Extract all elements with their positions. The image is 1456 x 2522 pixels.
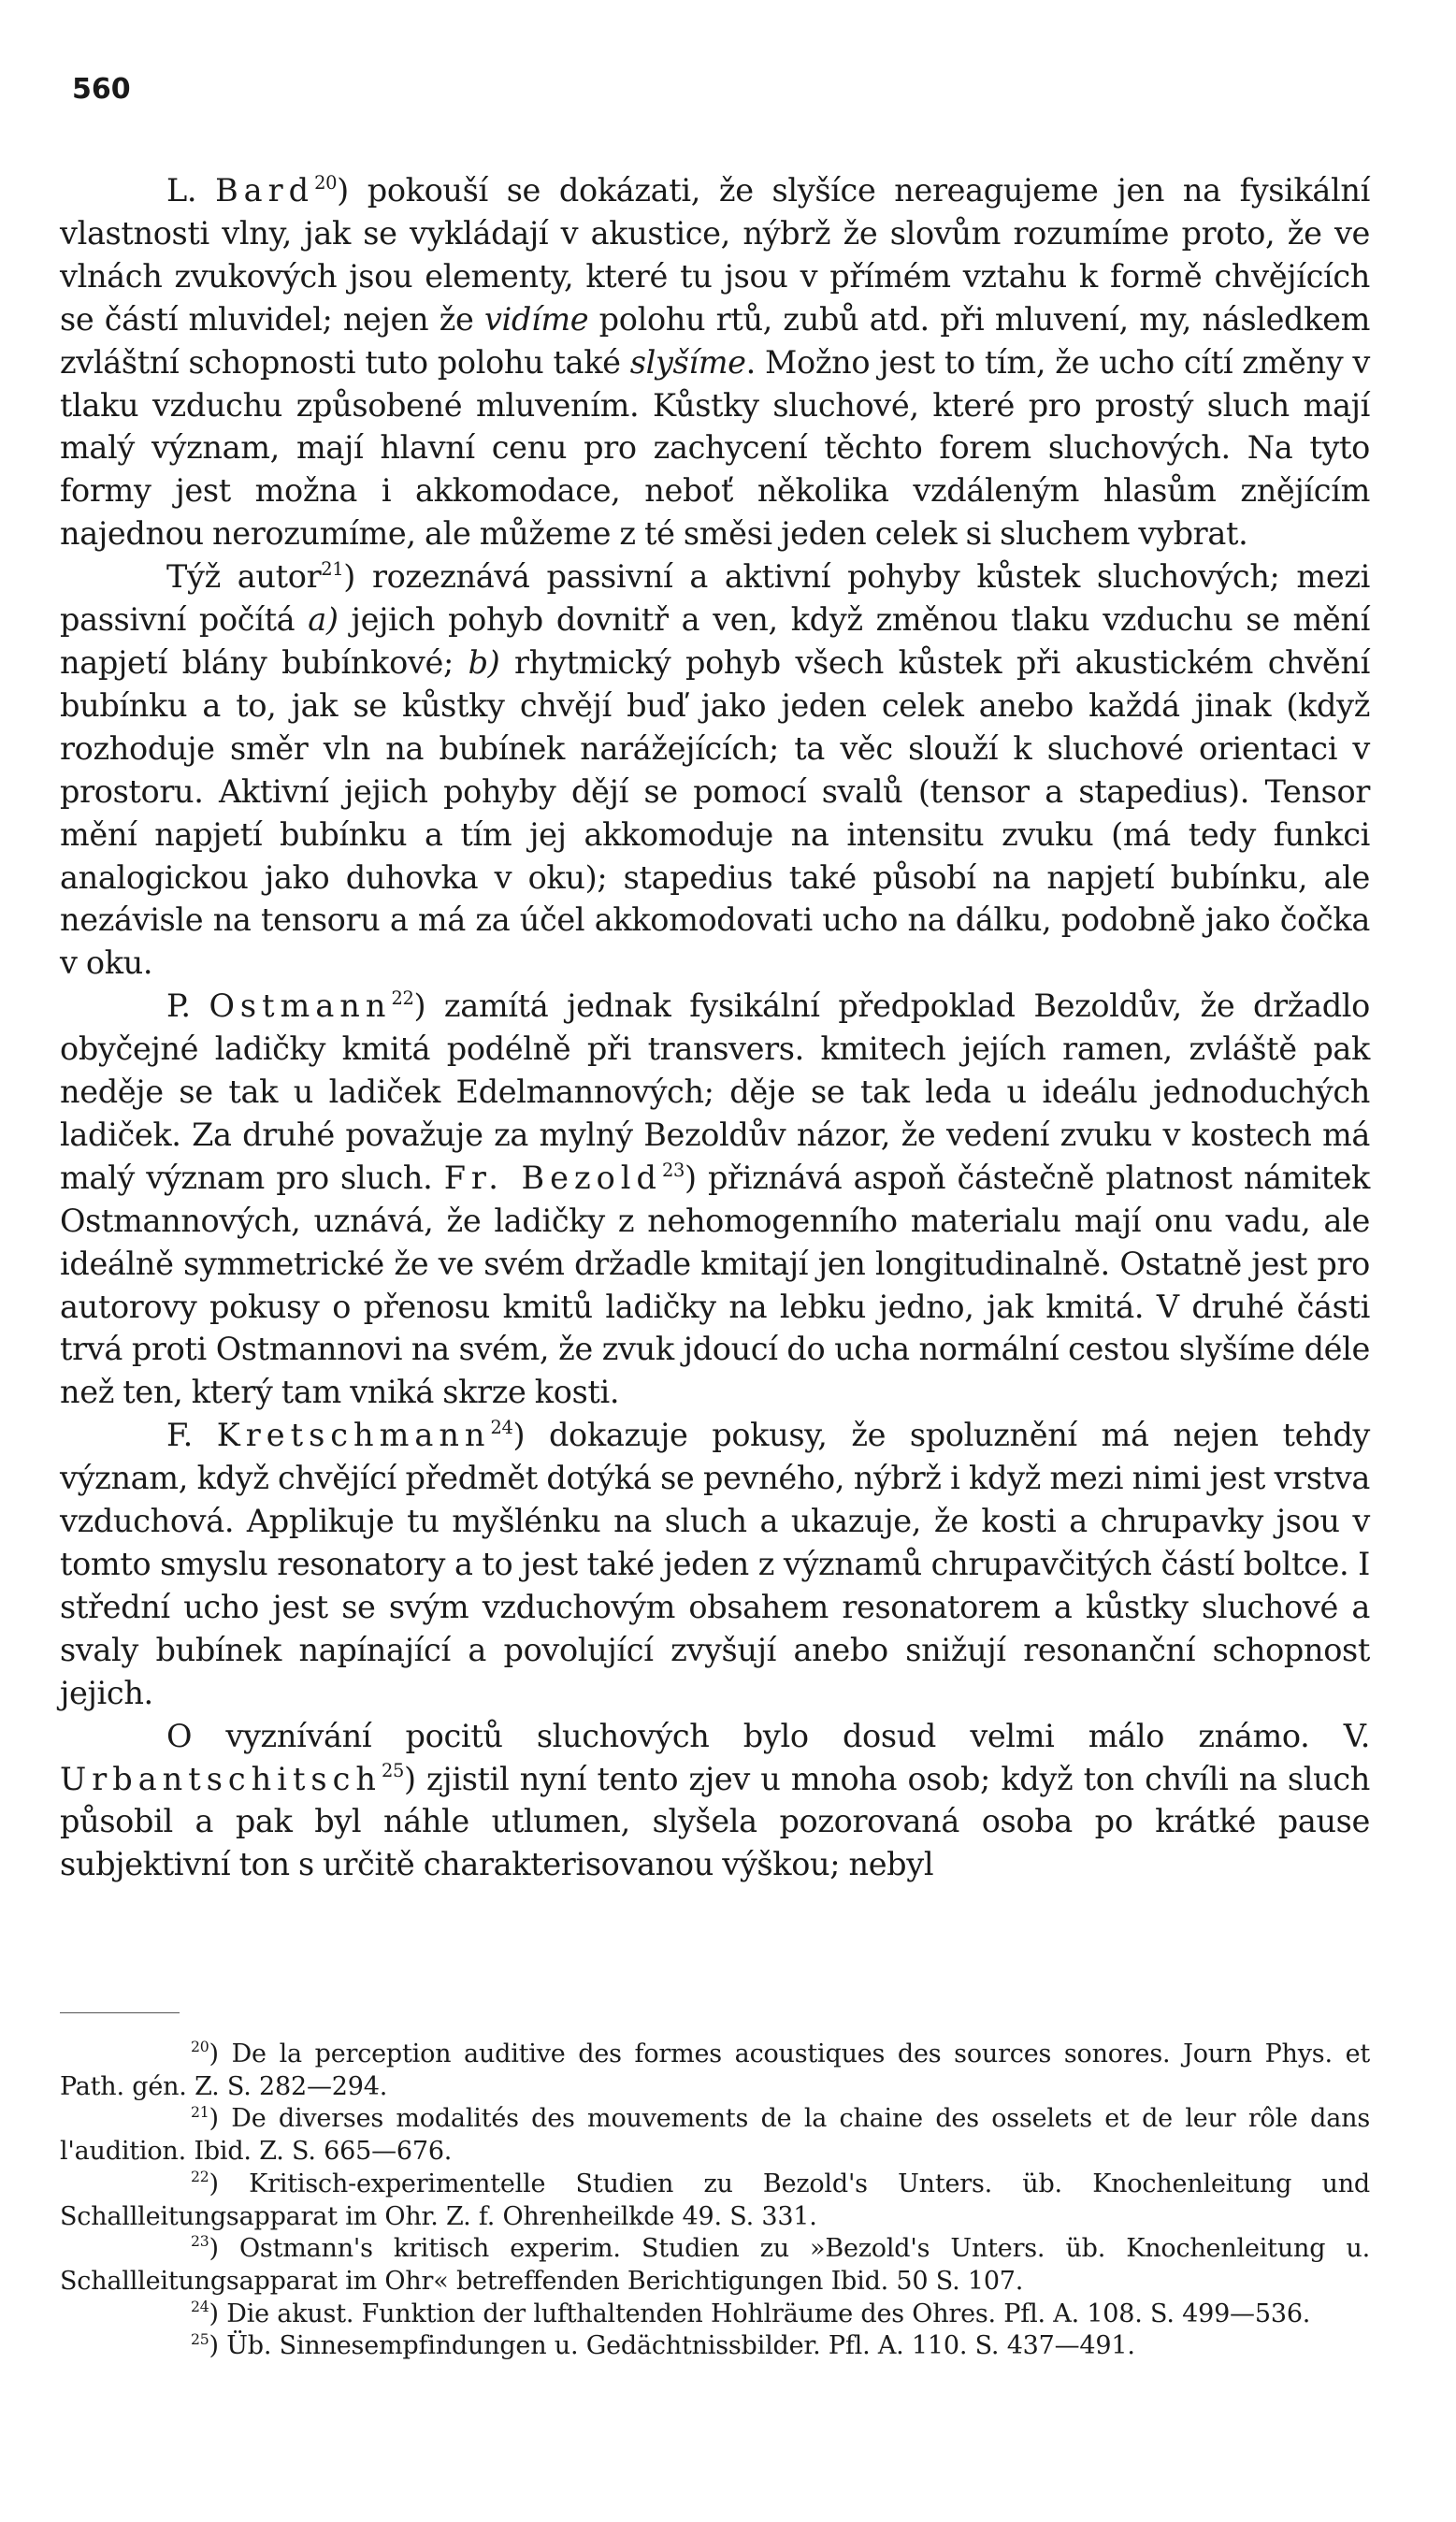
emphasis: vidíme bbox=[483, 300, 589, 338]
body-text bbox=[60, 169, 1370, 1886]
author-name: Urbantschitsch bbox=[60, 1760, 382, 1797]
footnote-mark-paren: ) bbox=[209, 2299, 227, 2328]
footnote-mark: 24 bbox=[191, 2297, 209, 2315]
footnote-mark: 21 bbox=[191, 2102, 209, 2121]
footnote-reference: 21 bbox=[321, 558, 344, 581]
emphasis: slyšíme bbox=[629, 343, 746, 381]
footnote-mark: 22 bbox=[191, 2168, 209, 2186]
author-name: Bard bbox=[215, 172, 315, 209]
footnote-text: Die akust. Funktion der lufthaltenden Hohlräume des Ohres. Pfl. A. 108. S. 499—536. bbox=[226, 2299, 1311, 2328]
footnote-reference: 25 bbox=[381, 1760, 404, 1782]
footnote-reference: 20 bbox=[314, 171, 338, 194]
footnote-mark-paren: ) bbox=[209, 2331, 227, 2361]
paragraph bbox=[60, 555, 1370, 985]
footnote bbox=[60, 2039, 1370, 2103]
paragraph bbox=[60, 169, 1370, 555]
footnote-mark: 23 bbox=[191, 2232, 209, 2251]
footnote-text: De diverses modalités des mouvements de la chaine des osselets et de leur rôle dans l'audition. Ibid. Z. S. 665—676. bbox=[60, 2104, 1370, 2167]
footnotes bbox=[60, 2039, 1370, 2363]
text-run: . Možno jest to tím, že ucho cítí změny v tlaku vzduchu způsobené mluvením. Kůstky sluchové, které pro prostý sluch mají malý význam, mají hlavní cenu pro zachycení těchto forem sluchových. Na tyto formy jest možna i akkomodace, neboť několika vzdáleným hlasům znějícím najednou nerozumíme, ale můžeme z té směsi jeden celek si sluchem vybrat. bbox=[60, 343, 1370, 553]
emphasis: a) bbox=[308, 601, 339, 639]
footnote-mark-paren: ) bbox=[209, 2169, 250, 2198]
footnote-mark-paren: ) bbox=[209, 2039, 232, 2068]
paragraph bbox=[60, 1414, 1370, 1714]
footnote-reference: 23 bbox=[661, 1159, 685, 1181]
text-run: Týž autor bbox=[166, 558, 322, 596]
footnote-separator bbox=[60, 2012, 180, 2013]
text-run: ) zamítá jednak fysikální předpoklad Bezoldův, že držadlo obyčejné ladičky kmitá podélně při transvers. kmitech jejích ramen, zvláště pak neděje se tak u ladiček Edelmannových; děje se tak leda u ideálu jednoduchých ladiček. Za druhé považuje za mylný Bezoldův názor, že vedení zvuku v kostech má malý význam pro sluch. bbox=[60, 987, 1370, 1196]
text-run: jejich pohyb dovnitř a ven, když změnou tlaku vzduchu se mění napjetí blány bubínkové; bbox=[60, 601, 1370, 681]
text-run: ) rozeznává passivní a aktivní pohyby kůstek sluchových; mezi passivní počítá bbox=[60, 558, 1370, 639]
footnote-text: Kritisch-experimentelle Studien zu Bezold's Unters. üb. Knochenleitung und Schallleitungsapparat im Ohr. Z. f. Ohrenheilkde 49. S. 331. bbox=[60, 2169, 1370, 2231]
text-run: ) dokazuje pokusy, že spoluznění má nejen tehdy význam, když chvějící předmět dotýká se pevného, nýbrž i když mezi nimi jest vrstva vzduchová. Applikuje tu myšlénku na sluch a ukazuje, že kosti a chrupavky jsou v tomto smyslu resonatory a to jest také jeden z významů chrupavčitých částí boltce. I střední ucho jest se svým vzduchovým obsahem resonatorem a kůstky sluchové a svaly bubínek napínající a povolující zvyšují anebo snižují resonanční schopnost jejich. bbox=[60, 1417, 1371, 1711]
footnote bbox=[60, 2233, 1370, 2298]
author-name: Fr. Bezold bbox=[443, 1159, 662, 1196]
footnote bbox=[60, 2299, 1370, 2331]
footnote-text: Ostmann's kritisch experim. Studien zu »Bezold's Unters. üb. Knochenleitung u. Schallleitungsapparat im Ohr« betreffenden Berichtigungen Ibid. 50 S. 107. bbox=[60, 2234, 1370, 2296]
text-run: ) zjistil nyní tento zjev u mnoha osob; když ton chvíli na sluch působil a pak byl náhle utlumen, slyšela pozorovaná osoba po krátké pause subjektivní ton s určitě charakterisovanou výškou; nebyl bbox=[60, 1760, 1370, 1883]
paragraph bbox=[60, 985, 1370, 1414]
text-run: polohu rtů, zubů atd. při mluvení, my, následkem zvláštní schopnosti tuto polohu také bbox=[60, 300, 1370, 381]
footnote-reference: 24 bbox=[490, 1417, 513, 1439]
footnote-mark: 25 bbox=[191, 2329, 209, 2348]
footnote-text: De la perception auditive des formes acoustiques des sources sonores. Journ Phys. et Path. gén. Z. S. 282—294. bbox=[60, 2039, 1370, 2101]
text-run: ) pokouší se dokázati, že slyšíce nereagujeme jen na fysikální vlastnosti vlny, jak se vykládají v akustice, nýbrž že slovům rozumíme proto, že ve vlnách zvukových jsou elementy, které tu jsou v přímém vztahu k formě chvějících se částí mluvidel; nejen že bbox=[60, 172, 1370, 338]
author-name: Ostmann bbox=[209, 987, 392, 1025]
footnote-mark-paren: ) bbox=[209, 2104, 232, 2134]
text-run: O vyznívání pocitů sluchových bylo dosud velmi málo známo. V. bbox=[166, 1717, 1370, 1754]
footnote-reference: 22 bbox=[391, 987, 414, 1010]
emphasis: b) bbox=[468, 643, 500, 681]
footnote-text: Üb. Sinnesempfindungen u. Gedächtnissbilder. Pfl. A. 110. S. 437—491. bbox=[226, 2331, 1135, 2361]
text-run: L. bbox=[166, 172, 216, 209]
text-run: P. bbox=[166, 987, 209, 1025]
author-name: Kretschmann bbox=[216, 1417, 491, 1454]
footnote bbox=[60, 2330, 1370, 2363]
page-number: 560 bbox=[72, 73, 131, 106]
footnote bbox=[60, 2103, 1370, 2168]
footnote-mark-paren: ) bbox=[209, 2234, 239, 2264]
text-run: ) přiznává aspoň částečně platnost námitek Ostmannových, uznává, že ladičky z nehomogenního materialu mají onu vadu, ale ideálně symmetrické že ve svém držadle kmitají jen longitudinalně. Ostatně jest pro autorovy pokusy o přenosu kmitů ladičky na lebku jedno, jak kmitá. V druhé části trvá proti Ostmannovi na svém, že zvuk jdoucí do ucha normální cestou slyšíme déle než ten, který tam vniká skrze kosti. bbox=[60, 1159, 1370, 1411]
paragraph bbox=[60, 1715, 1370, 1887]
footnote bbox=[60, 2169, 1370, 2233]
footnote-mark: 20 bbox=[191, 2038, 209, 2056]
text-run: F. bbox=[166, 1417, 217, 1454]
text-run: rhytmický pohyb všech kůstek při akustickém chvění bubínku a to, jak se kůstky chvějí buď jako jeden celek anebo každá jinak (když rozhoduje směr vln na bubínek narážejících; ta věc slouží k sluchové orientaci v prostoru. Aktivní jejich pohyby dějí se pomocí svalů (tensor a stapedius). Tensor mění napjetí bubínku a tím jej akkomoduje na intensitu zvuku (má tedy funkci analogickou jako duhovka v oku); stapedius také působí na napjetí bubínku, ale nezávisle na tensoru a má za účel akkomodovati ucho na dálku, podobně jako čočka v oku. bbox=[60, 643, 1370, 982]
